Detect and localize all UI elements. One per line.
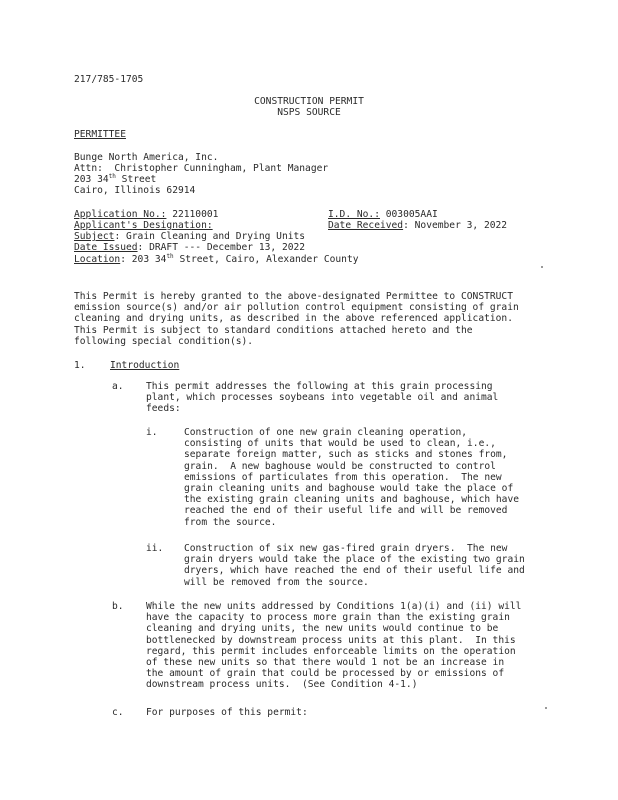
item-a-i-line: grain. A new baghouse would be constructed to control [184,460,496,472]
applicant-designation: Applicant's Designation: [74,220,213,231]
permittee-attention: Attn: Christopher Cunningham, Plant Manager [74,163,329,174]
item-b-line: While the new units addressed by Conditions 1(a)(i) and (ii) will [146,601,522,612]
item-a-i-text [184,427,519,528]
item-b-line: bottlenecked by downstream process units at this plant. In this [146,634,516,646]
date-issued: Date Issued: DRAFT --- December 13, 2022 [74,242,306,253]
intro-paragraph [74,291,519,347]
item-a-i-line: reached the end of their useful life and will be removed [184,505,508,517]
phone-number: 217/785-1705 [74,74,144,85]
item-a-line: feeds: [146,403,181,415]
item-a-label: a. [112,381,124,392]
item-a-i-label: i. [146,427,158,438]
item-a-i-line: consisting of units that would be used to clean, i.e., [184,438,496,450]
subject: Subject: Grain Cleaning and Drying Units [74,231,306,242]
intro-line: following special condition(s). [74,335,254,347]
item-a-i-line: Construction of one new grain cleaning operation, [184,427,468,438]
item-a-ii-line: grain dryers would take the place of the existing two grain [184,554,525,566]
item-b-line: regard, this permit includes enforceable limits on the operation [146,645,516,657]
item-b-label: b. [112,601,124,612]
intro-line: This Permit is hereby granted to the above-designated Permittee to CONSTRUCT [74,291,513,302]
item-a-ii-line: will be removed from the source. [184,576,369,588]
item-a-i-line: separate foreign matter, such as sticks and stones from, [184,449,508,461]
item-c-label: c. [112,707,124,718]
permit-subtitle: NSPS SOURCE [277,107,341,118]
date-received: Date Received: November 3, 2022 [328,220,508,231]
permittee-heading: PERMITTEE [74,129,126,140]
scan-speck [545,707,547,709]
permittee-street: 203 34th Street [74,172,157,185]
item-a-ii-line: dryers, which have reached the end of their useful life and [184,565,525,577]
intro-line: cleaning and drying units, as described in the above referenced application. [74,313,513,325]
item-a-line: This permit addresses the following at this grain processing [146,381,493,392]
item-a-ii-line: Construction of six new gas-fired grain dryers. The new [184,543,508,554]
permittee-name: Bunge North America, Inc. [74,152,219,163]
item-a-i-line: the existing grain cleaning units and baghouse, which have [184,494,520,506]
item-a-ii-text [184,543,525,588]
item-b-line: have the capacity to process more grain than the existing grain [146,612,510,624]
permittee-city: Cairo, Illinois 62914 [74,185,196,196]
intro-line: emission source(s) and/or air pollution control equipment consisting of grain [74,302,519,314]
item-b-text [146,601,521,691]
permit-title: CONSTRUCTION PERMIT [254,96,364,107]
item-b-line: cleaning and drying units, the new units would continue to be [146,623,499,635]
application-number: Application No.: 22110001 [74,209,219,220]
item-a-i-line: emissions of particulates from this operation. The new [184,471,502,483]
item-a-ii-label: ii. [146,543,164,554]
item-a-text [146,381,498,415]
scan-speck [541,266,543,268]
intro-line: This Permit is subject to standard conditions attached hereto and the [74,324,473,336]
section-1-title: Introduction [110,360,180,371]
id-number: I.D. No.: 003005AAI [328,209,438,220]
section-1-number: 1. [74,360,86,371]
item-a-line: plant, which processes soybeans into vegetable oil and animal [146,392,499,404]
item-b-line: of these new units so that there would 1 not be an increase in [146,657,505,669]
item-b-line: the amount of grain that could be processed by or emissions of [146,668,505,680]
item-a-i-line: grain cleaning units and baghouse would take the place of [184,483,514,495]
location: Location: 203 34th Street, Cairo, Alexander County [74,252,359,265]
item-c-text: For purposes of this permit: [146,707,308,718]
item-a-i-line: from the source. [184,516,277,528]
item-b-line: downstream process units. (See Condition 4-1.) [146,679,418,691]
